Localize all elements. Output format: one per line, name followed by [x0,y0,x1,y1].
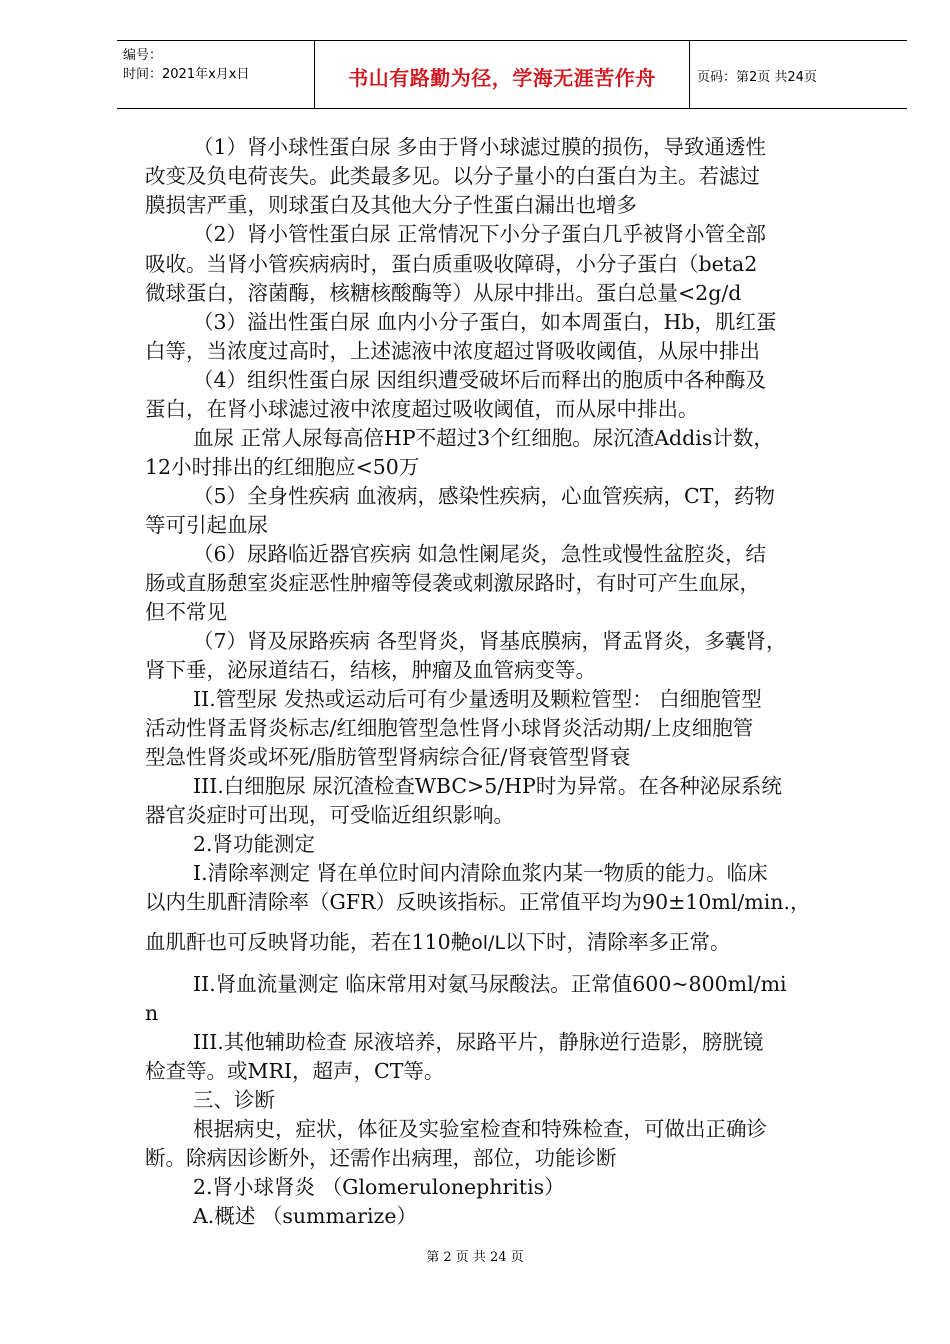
paragraph-line: 膜损害严重，则球蛋白及其他大分子性蛋白漏出也增多 [145,193,637,217]
paragraph-line: （5）全身性疾病 血液病，感染性疾病，心血管疾病，CT，药物 [193,484,775,508]
paragraph-line: 根据病史，症状，体征及实验室检查和特殊检查，可做出正确诊 [193,1117,767,1141]
paragraph-line: 蛋白，在肾小球滤过液中浓度超过吸收阈值，而从尿中排出。 [145,397,699,421]
number-label: 编号： [123,48,163,63]
paragraph-line: n [145,1001,159,1025]
paragraph-line: 白等，当浓度过高时，上述滤液中浓度超过肾吸收阈值，从尿中排出 [145,339,760,363]
paragraph-line: 但不常见 [145,600,227,624]
paragraph-line: （2）肾小管性蛋白尿 正常情况下小分子蛋白几乎被肾小管全部 [193,222,767,246]
paragraph-line: 肾下垂，泌尿道结石，结核，肿瘤及血管病变等。 [145,658,596,682]
paragraph-line: 断。除病因诊断外，还需作出病理，部位，功能诊断 [145,1146,617,1170]
header-motto-cell [314,41,690,108]
paragraph-line: 微球蛋白，溶菌酶，核糖核酸酶等）从尿中排出。蛋白总量<2g/d [145,281,742,305]
paragraph-line: III.白细胞尿 尿沉渣检查WBC>5/HP时为异常。在各种泌尿系统 [193,774,782,798]
paragraph-line: 活动性肾盂肾炎标志/红细胞管型急性肾小球肾炎活动期/上皮细胞管 [145,716,754,740]
paragraph-line: III.其他辅助检查 尿液培养，尿路平片，静脉逆行造影，膀胱镜 [193,1030,764,1054]
section-heading: A.概述 （summarize） [193,1204,417,1228]
paragraph-line: （1）肾小球性蛋白尿 多由于肾小球滤过膜的损伤，导致通透性 [193,135,767,159]
paragraph-line: 血尿 正常人尿每高倍HP不超过3个红细胞。尿沉渣Addis计数， [193,426,774,450]
paragraph-line: 肠或直肠憩室炎症恶性肿瘤等侵袭或刺激尿路时，有时可产生血尿， [145,571,760,595]
paragraph-line: 型急性肾炎或坏死/脂肪管型肾病综合征/肾衰管型肾衰 [145,745,631,769]
paragraph-line: 等可引起血尿 [145,513,268,537]
paragraph-line: 12小时排出的红细胞应<50万 [145,455,420,479]
paragraph-line: 器官炎症时可出现，可受临近组织影响。 [145,803,514,827]
paragraph-line: I.清除率测定 肾在单位时间内清除血浆内某一物质的能力。临床 [193,861,768,885]
section-heading: 三、诊断 [193,1088,275,1112]
section-heading: 2.肾小球肾炎 （Glomerulonephritis） [193,1175,565,1199]
text-run: ol/L [471,932,506,954]
text-run: 血肌酐也可反映肾功能，若在110艴 [145,930,472,954]
paragraph-line: 以内生肌酐清除率（GFR）反映该指标。正常值平均为90±10ml/min.， [145,890,811,914]
text-run: 以下时，清除率多正常。 [505,930,731,954]
time-label: 时间：2021年x月x日 [123,67,250,82]
paragraph-line: 吸收。当肾小管疾病病时，蛋白质重吸收障碍，小分子蛋白（beta2 [145,252,758,276]
paragraph-line: （4）组织性蛋白尿 因组织遭受破坏后而释出的胞质中各种酶及 [193,368,767,392]
paragraph-line: 检查等。或MRI，超声，CT等。 [145,1059,445,1083]
page-info: 页码：第2页 共24页 [697,70,817,85]
paragraph-line [145,928,731,957]
section-heading: 2.肾功能测定 [193,832,316,856]
paragraph-line: 改变及负电荷丧失。此类最多见。以分子量小的白蛋白为主。若滤过 [145,164,760,188]
paragraph-line: II.管型尿 发热或运动后可有少量透明及颗粒管型： 白细胞管型 [193,687,762,711]
motto-text: 书山有路勤为径，学海无涯苦作舟 [348,66,656,90]
page-header [117,40,907,109]
header-page-cell [689,41,907,108]
paragraph-line: II.肾血流量测定 临床常用对氨马尿酸法。正常值600~800ml/mi [193,972,787,996]
page-footer: 第 2 页 共 24 页 [426,1250,524,1265]
paragraph-line: （7）肾及尿路疾病 各型肾炎，肾基底膜病，肾盂肾炎，多囊肾， [193,629,787,653]
paragraph-line: （6）尿路临近器官疾病 如急性阑尾炎，急性或慢性盆腔炎，结 [193,542,767,566]
paragraph-line: （3）溢出性蛋白尿 血内小分子蛋白，如本周蛋白，Hb，肌红蛋 [193,310,777,334]
header-meta-cell [117,41,314,108]
